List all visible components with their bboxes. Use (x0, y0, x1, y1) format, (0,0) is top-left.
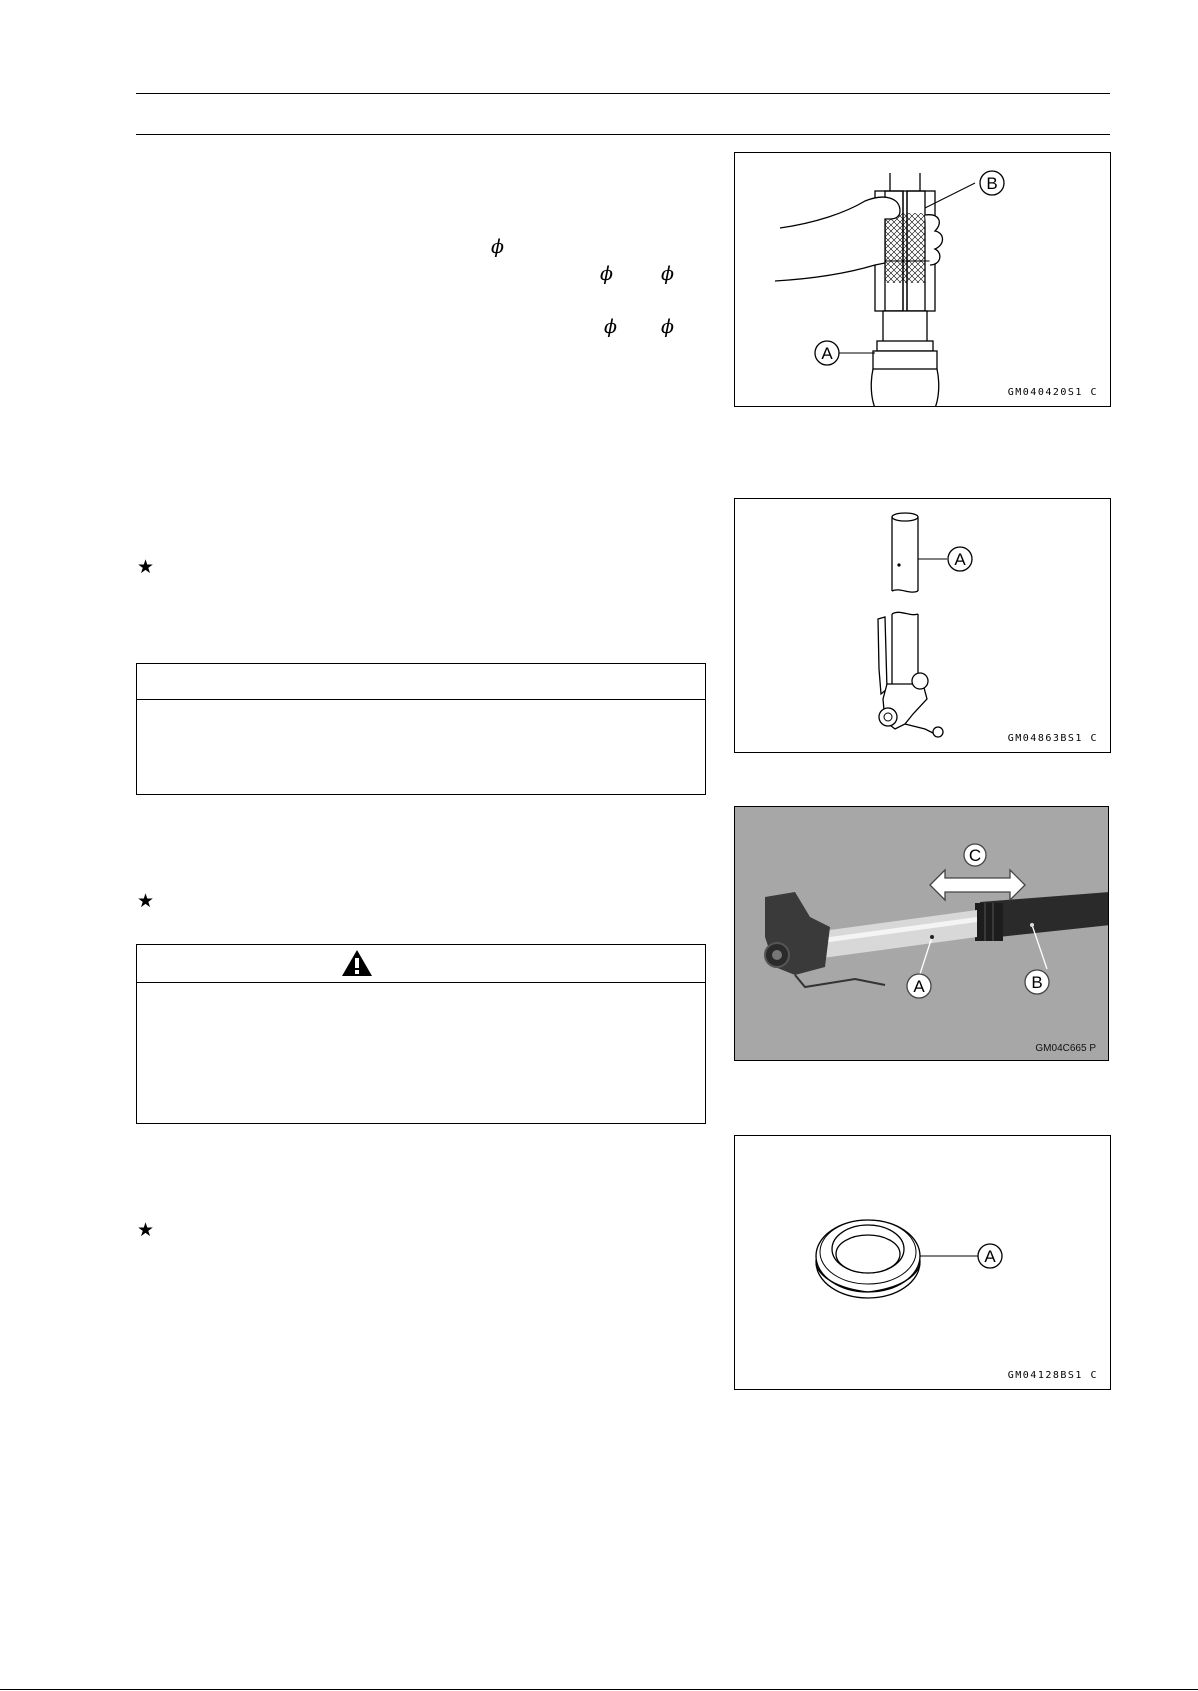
header-rule-bottom (136, 134, 1110, 135)
callout-label: A (954, 550, 966, 569)
figure-code: GM04863BS1 C (1007, 733, 1098, 744)
star-bullet-icon: ★ (137, 556, 155, 578)
inner-tube-illustration (735, 499, 1111, 753)
callout-label: A (821, 344, 833, 363)
star-bullet-icon: ★ (137, 1219, 155, 1241)
callout-label: C (968, 846, 982, 865)
figure-oil-seal (734, 1135, 1111, 1390)
warning-box (136, 944, 706, 1124)
star-bullet-icon: ★ (137, 890, 155, 912)
phi-symbol: ϕ (600, 263, 613, 285)
header-rule-top (136, 93, 1110, 94)
callout-label: A (984, 1247, 996, 1266)
figure-fork-seal-driver (734, 152, 1111, 407)
callout-label: A (913, 977, 925, 996)
callout-label: B (986, 174, 998, 193)
figure-code: GM040420S1 C (1007, 387, 1098, 398)
figure-code: GM04128BS1 C (1007, 1370, 1098, 1381)
phi-symbol: ϕ (491, 236, 504, 258)
fork-seal-driver-illustration (735, 153, 1111, 407)
footer-rule (0, 1689, 1198, 1690)
figure-inner-tube (734, 498, 1111, 753)
figure-code: GM04C665 P (1035, 1043, 1096, 1054)
phi-symbol: ϕ (661, 263, 674, 285)
figure-photo-fork (734, 806, 1109, 1061)
fork-photo-illustration (735, 807, 1109, 1061)
notice-box (136, 663, 706, 795)
oil-seal-illustration (735, 1136, 1111, 1390)
phi-symbol: ϕ (661, 316, 674, 338)
phi-symbol: ϕ (604, 316, 617, 338)
warning-box-header (137, 945, 705, 983)
callout-label: B (1031, 973, 1043, 992)
notice-box-header (137, 664, 705, 700)
warning-triangle-icon (340, 948, 374, 978)
